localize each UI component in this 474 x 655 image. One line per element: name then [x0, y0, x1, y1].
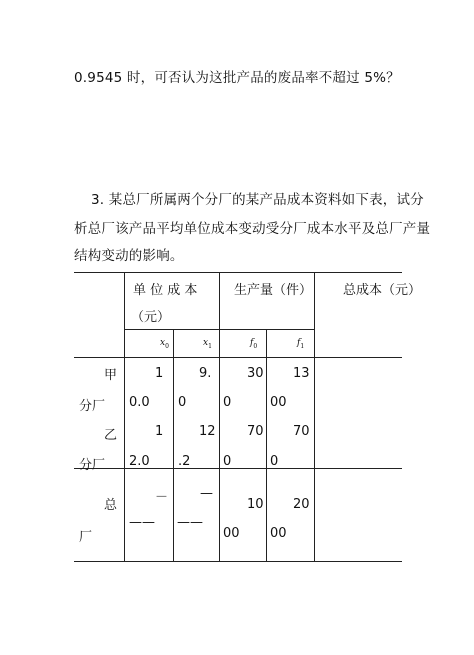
table-col-divider-4 [266, 329, 267, 561]
cell-f1: 20 [293, 497, 310, 512]
cell-x1: .2 [178, 454, 191, 469]
header-unit-cost-unit: （元） [131, 310, 171, 325]
cell-x0: － [155, 490, 169, 505]
cell-x0: 1 [155, 366, 164, 381]
cell-f0: 0 [223, 395, 232, 410]
row-label-top: 乙 [104, 428, 118, 443]
cell-x0: —— [129, 515, 155, 530]
paragraph-line-3: 析总厂该产品平均单位成本变动受分厂成本水平及总厂产量 [74, 221, 431, 237]
cell-f1: 00 [270, 395, 287, 410]
cell-f1: 13 [293, 366, 310, 381]
cell-f0: 30 [247, 366, 264, 381]
row-label-top: 总 [104, 498, 118, 513]
cell-f1: 70 [293, 424, 310, 439]
paragraph-line-4: 结构变动的影响。 [74, 248, 184, 264]
cell-x0: 1 [155, 424, 164, 439]
symbol-x1: $x_1$ [203, 338, 212, 350]
paragraph-line-2: 3. 某总厂所属两个分厂的某产品成本资料如下表，试分 [91, 192, 424, 208]
cell-x1: —— [177, 515, 203, 530]
header-output: 生产量（件） [234, 283, 313, 298]
symbol-f0: $f_0$ [250, 338, 258, 350]
cell-f1: 00 [270, 526, 287, 541]
header-unit-cost: 单 位 成 本 [133, 283, 198, 298]
table-col-divider-2 [173, 329, 174, 561]
cell-x1: — [200, 486, 213, 501]
table-col-divider-5 [314, 272, 315, 561]
cell-f0: 0 [223, 454, 232, 469]
cell-x1: 0 [178, 395, 187, 410]
cell-f0: 10 [247, 497, 264, 512]
cell-x1: 12 [199, 424, 216, 439]
cell-f1: 0 [270, 454, 279, 469]
row-label-bottom: 厂 [79, 530, 93, 545]
row-label-bottom: 分厂 [79, 458, 106, 473]
header-total-cost: 总成本（元） [343, 283, 422, 298]
cell-x1: 9. [199, 366, 212, 381]
cell-f0: 70 [247, 424, 264, 439]
row-label-top: 甲 [104, 368, 118, 383]
row-label-bottom: 分厂 [79, 399, 106, 414]
cell-x0: 2.0 [129, 454, 150, 469]
table-rule-bottom [74, 561, 402, 562]
symbol-f1: $f_1$ [297, 338, 305, 350]
table-col-divider-1 [124, 272, 125, 561]
cell-x0: 0.0 [129, 395, 150, 410]
paragraph-line-1: 0.9545 时，可否认为这批产品的废品率不超过 5%？ [74, 70, 400, 86]
cell-f0: 00 [223, 526, 240, 541]
symbol-x0: $x_0$ [160, 338, 169, 350]
table-col-divider-3 [219, 272, 220, 561]
